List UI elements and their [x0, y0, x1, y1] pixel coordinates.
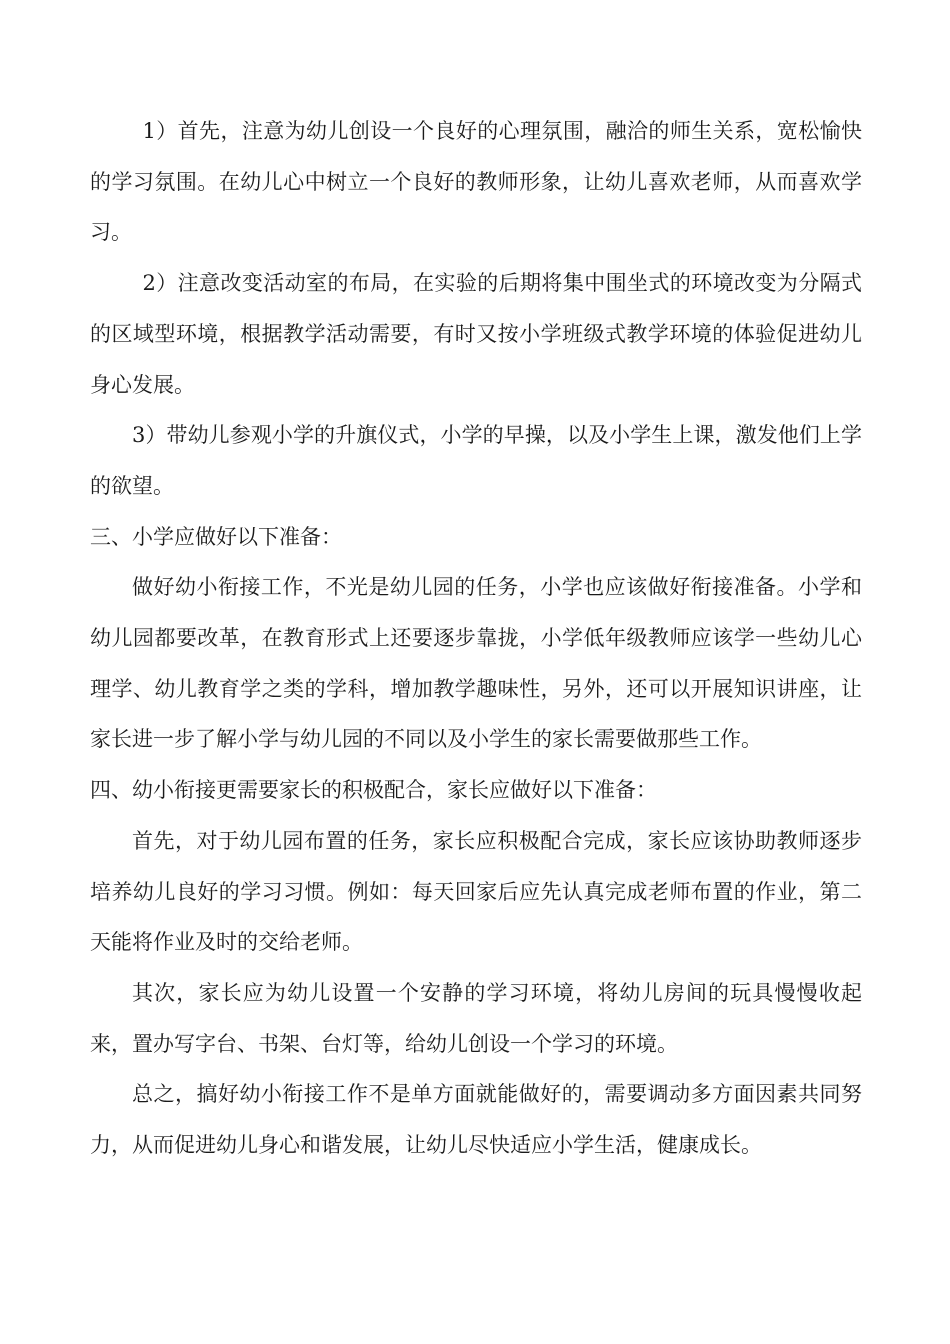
section-heading-3: 三、小学应做好以下准备： — [90, 524, 342, 549]
paragraph-body-3: 其次，家长应为幼儿设置一个安静的学习环境，将幼儿房间的玩具慢慢收起来，置办写字台、书架、台灯等，给幼儿创设一个学习的环境。 — [90, 980, 862, 1056]
document-body — [90, 106, 862, 1171]
paragraph-body-4: 总之，搞好幼小衔接工作不是单方面就能做好的，需要调动多方面因素共同努力，从而促进幼儿身心和谐发展，让幼儿尽快适应小学生活，健康成长。 — [90, 1082, 862, 1158]
paragraph-item-3: 3）带幼儿参观小学的升旗仪式，小学的早操，以及小学生上课，激发他们上学的欲望。 — [90, 423, 862, 498]
paragraph-item-1: 1）首先，注意为幼儿创设一个良好的心理氛围，融洽的师生关系，宽松愉快的学习氛围。在幼儿心中树立一个良好的教师形象，让幼儿喜欢老师，从而喜欢学习。 — [90, 119, 862, 245]
paragraph-body-2: 首先，对于幼儿园布置的任务，家长应积极配合完成，家长应该协助教师逐步培养幼儿良好的学习习惯。例如：每天回家后应先认真完成老师布置的作业，第二天能将作业及时的交给老师。 — [90, 828, 862, 955]
paragraph-item-2: 2）注意改变活动室的布局，在实验的后期将集中围坐式的环境改变为分隔式的区域型环境，根据教学活动需要，有时又按小学班级式教学环境的体验促进幼儿身心发展。 — [90, 271, 862, 397]
section-heading-4: 四、幼小衔接更需要家长的积极配合，家长应做好以下准备： — [90, 778, 657, 803]
paragraph-body-1: 做好幼小衔接工作，不光是幼儿园的任务，小学也应该做好衔接准备。小学和幼儿园都要改革，在教育形式上还要逐步靠拢，小学低年级教师应该学一些幼儿心理学、幼儿教育学之类的学科，增加教学趣味性，另外，还可以开展知识讲座，让家长进一步了解小学与幼儿园的不同以及小学生的家长需要做那些工作。 — [90, 575, 862, 752]
